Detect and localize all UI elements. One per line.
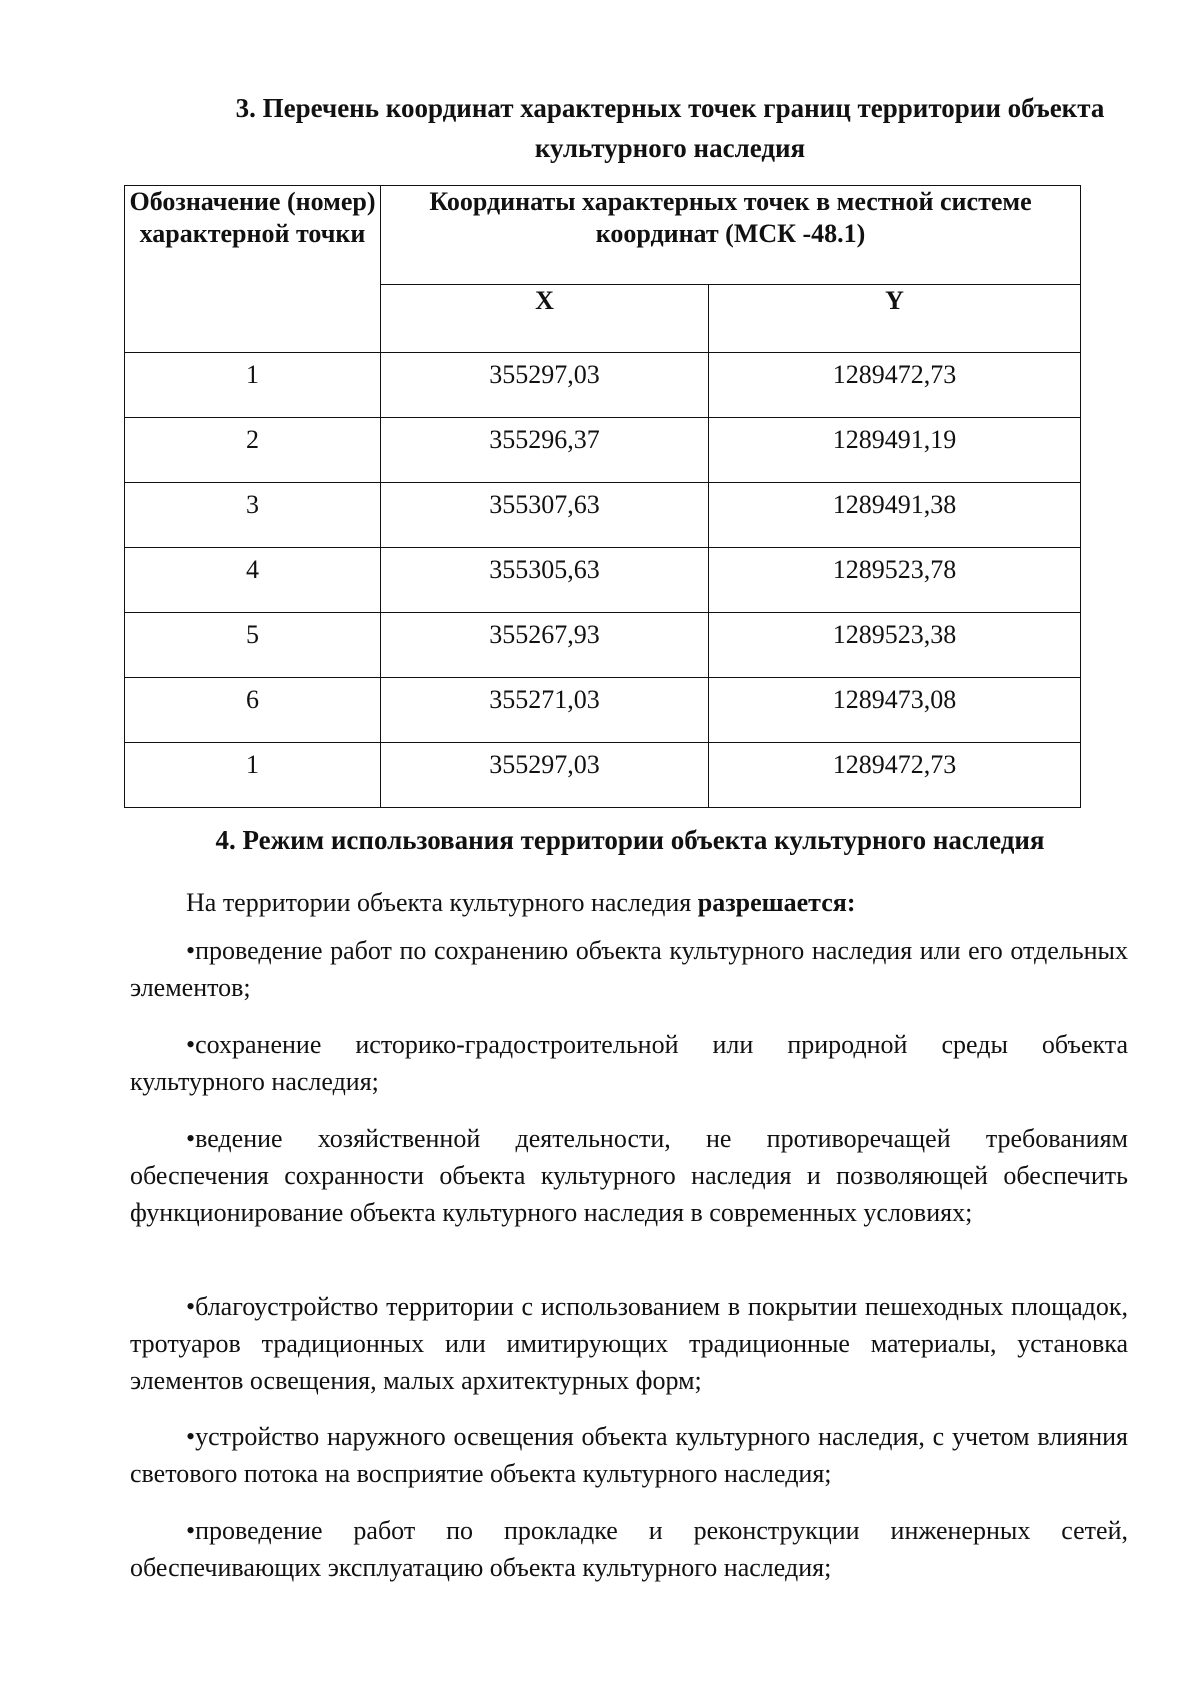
table-row (125, 743, 1081, 808)
cell-y: 1289523,38 (709, 613, 1081, 678)
table-row (125, 483, 1081, 548)
cell-point-number: 6 (125, 678, 381, 743)
list-item-text: проведение работ по сохранению объекта культурного наследия или его отдельных элементов; (130, 936, 1128, 1002)
list-item (130, 1512, 1128, 1586)
section-3-title: 3. Перечень координат характерных точек границ территории объекта культурного наследия (235, 93, 1105, 163)
list-item (130, 1418, 1128, 1492)
cell-point-number: 5 (125, 613, 381, 678)
list-item-text: благоустройство территории с использованием в покрытии пешеходных площадок, тротуаров традиционных или имитирующих традиционные материалы, установка элементов освещения, малых архитектурных форм; (130, 1292, 1128, 1395)
cell-x: 355267,93 (381, 613, 709, 678)
table-row (125, 353, 1081, 418)
intro-text: На территории объекта культурного наследия (186, 888, 698, 917)
cell-point-number: 1 (125, 743, 381, 808)
cell-x: 355297,03 (381, 353, 709, 418)
cell-y: 1289491,19 (709, 418, 1081, 483)
table-row (125, 613, 1081, 678)
bullet-icon: • (186, 1030, 196, 1059)
cell-point-number: 4 (125, 548, 381, 613)
table-row (125, 548, 1081, 613)
cell-y: 1289491,38 (709, 483, 1081, 548)
coordinates-table (124, 185, 1081, 808)
list-item-text: сохранение историко-градостроительной или природной среды объекта культурного наследия; (130, 1030, 1128, 1096)
table-row (125, 678, 1081, 743)
bullet-icon: • (186, 1292, 196, 1321)
list-item-text: устройство наружного освещения объекта культурного наследия, с учетом влияния светового потока на восприятие объекта культурного наследия; (130, 1422, 1128, 1488)
cell-y: 1289472,73 (709, 743, 1081, 808)
header-y: Y (709, 285, 1081, 353)
table-row (125, 418, 1081, 483)
bullet-icon: • (186, 936, 196, 965)
bullet-icon: • (186, 1422, 196, 1451)
cell-y: 1289472,73 (709, 353, 1081, 418)
cell-point-number: 1 (125, 353, 381, 418)
cell-x: 355297,03 (381, 743, 709, 808)
intro-paragraph (186, 884, 1086, 921)
list-item-text: проведение работ по прокладке и реконструкции инженерных сетей, обеспечивающих эксплуатацию объекта культурного наследия; (130, 1516, 1128, 1582)
header-point-number: Обозначение (номер) характерной точки (125, 186, 381, 353)
section-4-title: 4. Режим использования территории объекта культурного наследия (215, 825, 1045, 855)
cell-x: 355271,03 (381, 678, 709, 743)
list-item (130, 1120, 1128, 1231)
list-item (130, 932, 1128, 1006)
header-coordinates: Координаты характерных точек в местной системе координат (МСК -48.1) (381, 186, 1081, 285)
header-x: X (381, 285, 709, 353)
cell-point-number: 3 (125, 483, 381, 548)
intro-bold-text: разрешается: (697, 888, 856, 917)
cell-y: 1289473,08 (709, 678, 1081, 743)
bullet-icon: • (186, 1124, 196, 1153)
list-item-text: ведение хозяйственной деятельности, не противоречащей требованиям обеспечения сохранности объекта культурного наследия и позволяющей обеспечить функционирование объекта культурного наследия в современных условиях; (130, 1124, 1128, 1227)
cell-point-number: 2 (125, 418, 381, 483)
cell-x: 355305,63 (381, 548, 709, 613)
list-item (130, 1288, 1128, 1399)
cell-y: 1289523,78 (709, 548, 1081, 613)
cell-x: 355296,37 (381, 418, 709, 483)
bullet-icon: • (186, 1516, 196, 1545)
list-item (130, 1026, 1128, 1100)
cell-x: 355307,63 (381, 483, 709, 548)
